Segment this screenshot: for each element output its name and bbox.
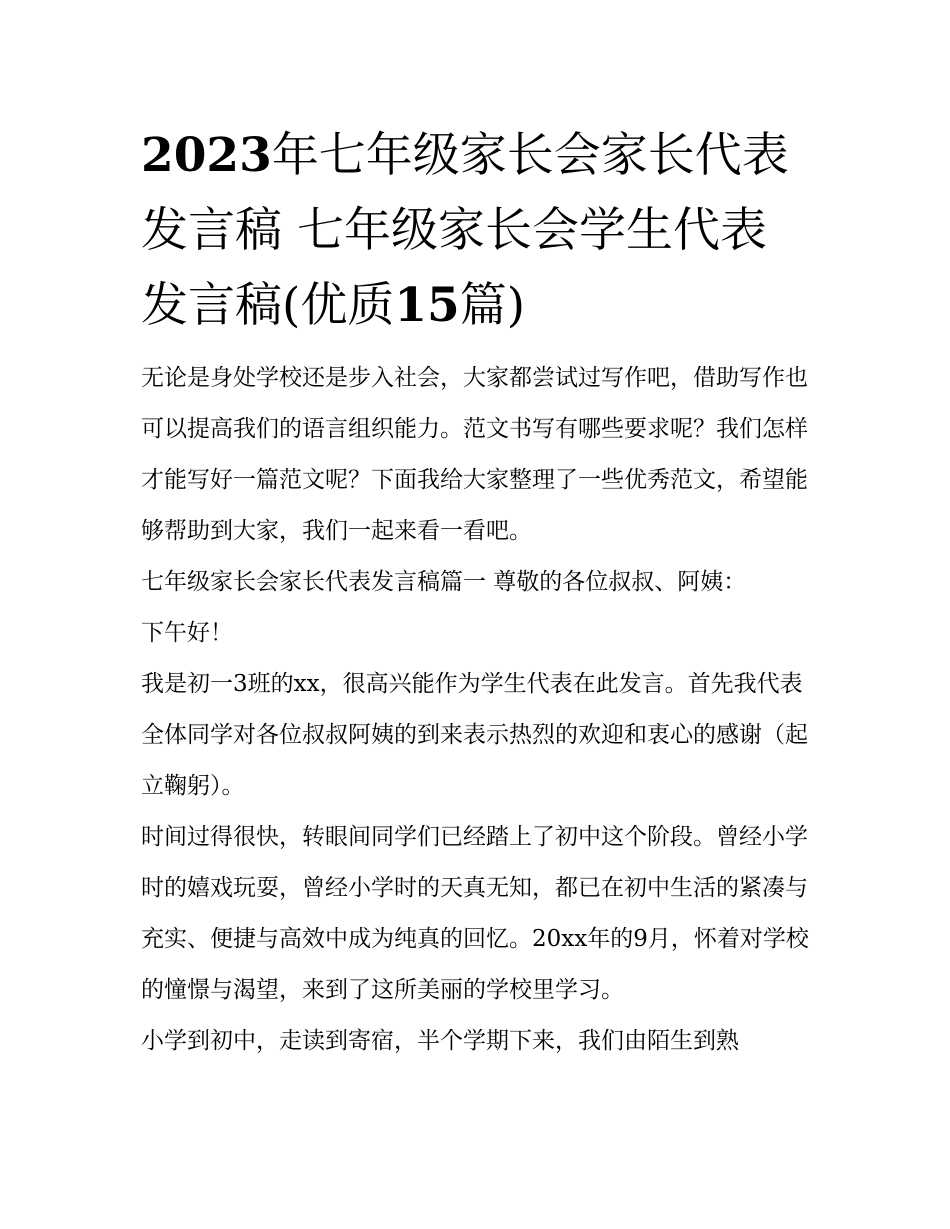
document-title <box>141 118 813 343</box>
title-year: 2023 <box>141 128 272 183</box>
paragraph-intro: 无论是身处学校还是步入社会，大家都尝试过写作吧，借助写作也可以提高我们的语言组织能力。范文书写有哪些要求呢？我们怎样才能写好一篇范文呢？下面我给大家整理了一些优秀范文，希望能够帮助到大家，我们一起来看一看吧。 <box>141 365 808 544</box>
document-body <box>141 118 813 1067</box>
paragraph-greeting: 下午好！ <box>141 620 233 646</box>
title-suffix: 篇) <box>459 278 526 333</box>
paragraph-school-transition: 小学到初中，走读到寄宿，半个学期下来，我们由陌生到熟 <box>141 1028 739 1054</box>
title-count: 15 <box>394 278 460 333</box>
paragraph-time-passes: 时间过得很快，转眼间同学们已经踏上了初中这个阶段。曾经小学时的嬉戏玩耍，曾经小学时的天真无知，都已在初中生活的紧凑与充实、便捷与高效中成为纯真的回忆。20xx年的9月，怀着对学校的憧憬与渴望，来到了这所美丽的学校里学习。 <box>141 824 809 1003</box>
title-text: 年七年级家长会家长代表发言稿 七年级家长会学生代表发言稿(优质 <box>141 128 789 333</box>
paragraph-self-introduction: 我是初一3班的xx，很高兴能作为学生代表在此发言。首先我代表全体同学对各位叔叔阿姨的到来表示热烈的欢迎和衷心的感谢（起立鞠躬）。 <box>141 671 808 799</box>
paragraph-section-heading: 七年级家长会家长代表发言稿篇一 尊敬的各位叔叔、阿姨： <box>141 569 747 595</box>
